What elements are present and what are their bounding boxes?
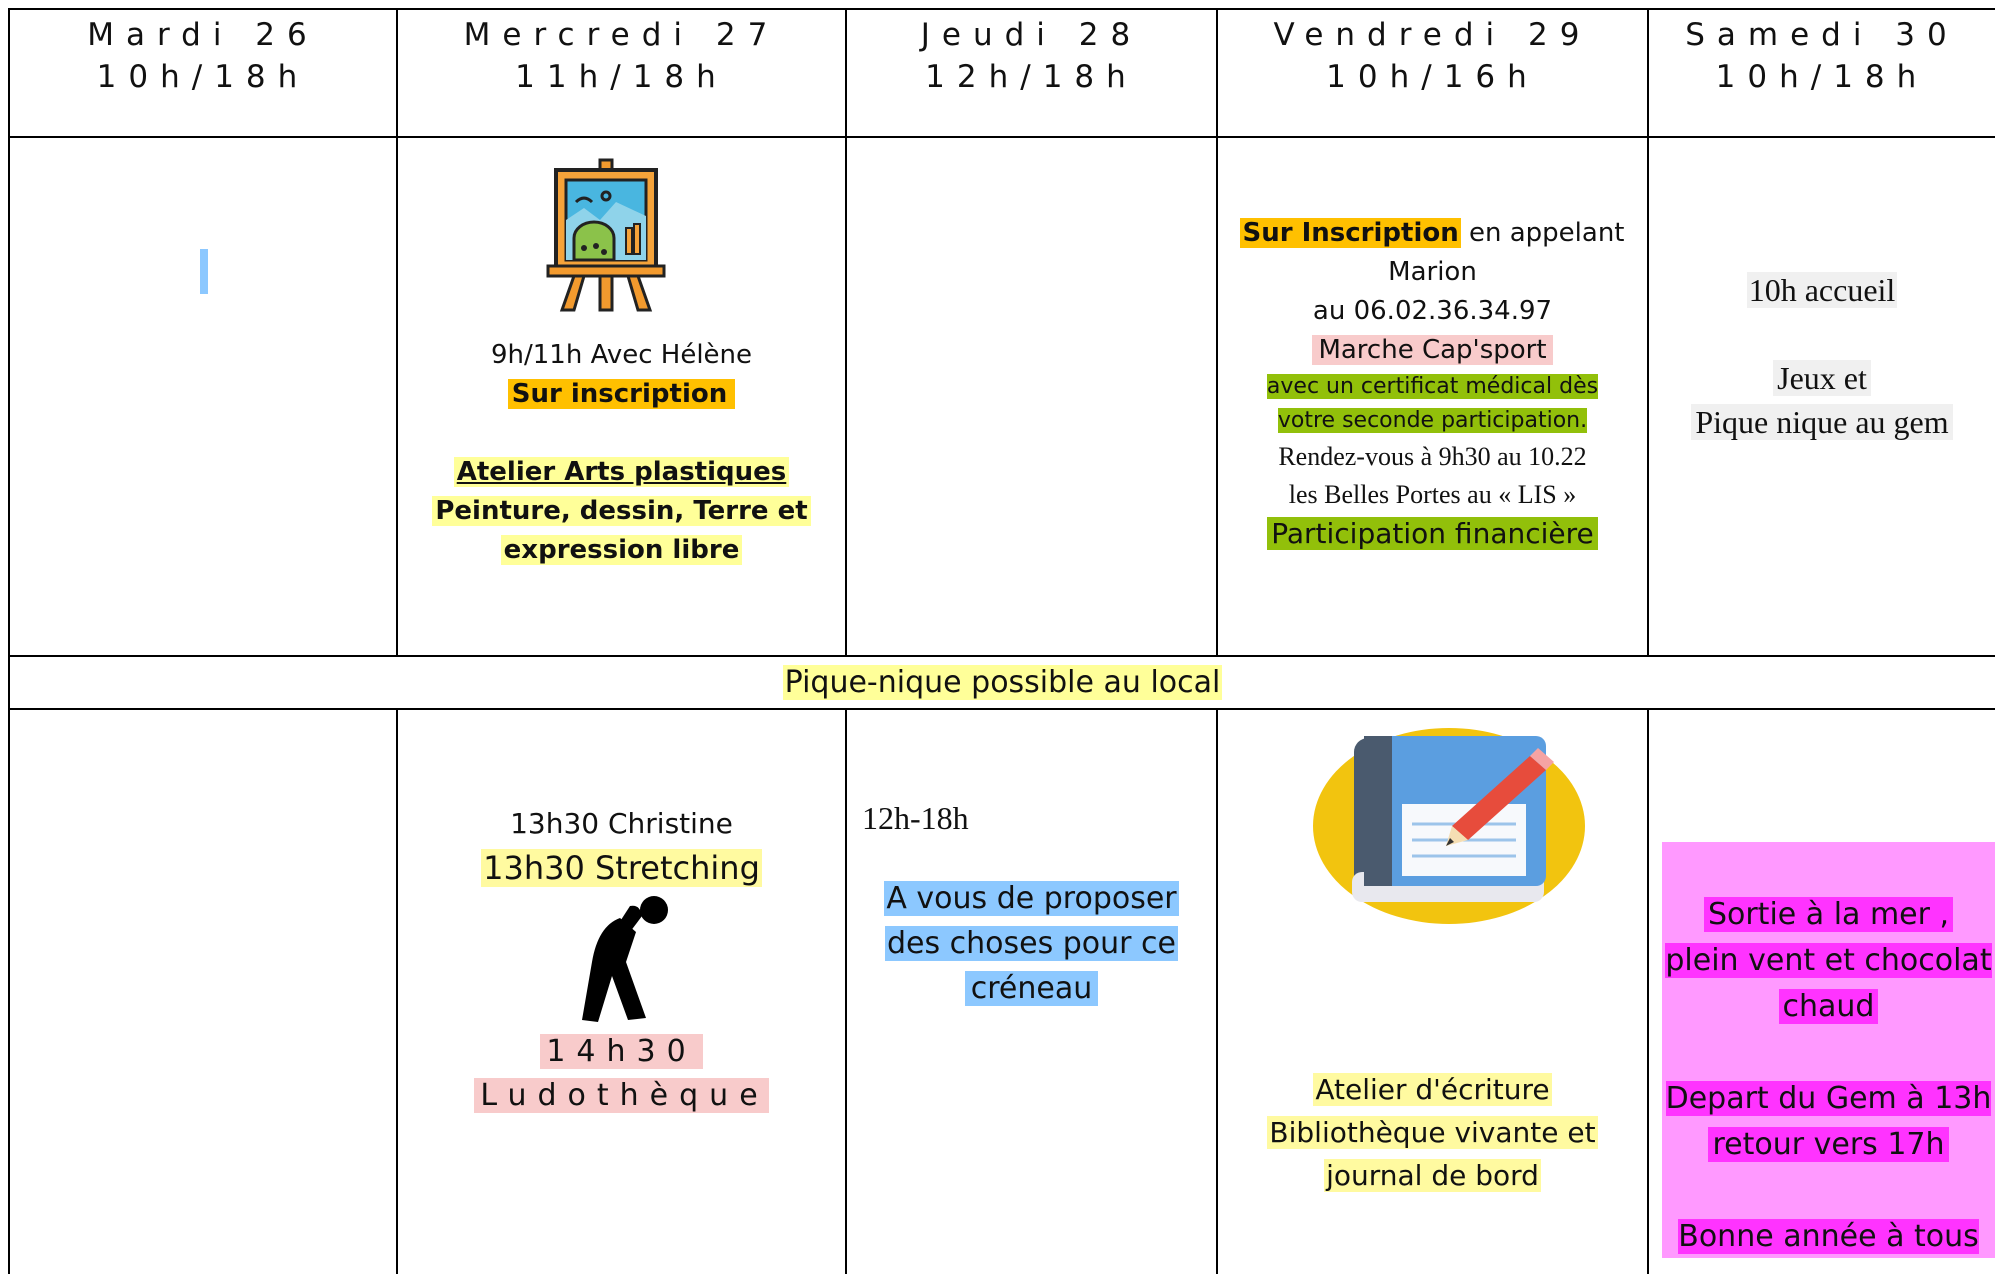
fri-participation: Participation financière <box>1267 517 1598 550</box>
fri-contact-name: Marion <box>1388 257 1477 287</box>
wed-atelier-line1: Peinture, dessin, Terre et <box>432 496 810 526</box>
thursday-hours <box>862 798 969 838</box>
header-thursday <box>847 14 1216 98</box>
header-day: Mardi 26 <box>87 17 319 53</box>
sat-games: Jeux et <box>1773 360 1871 396</box>
wed-atelier-title: Atelier Arts plastiques <box>454 457 790 487</box>
header-day: Vendredi 29 <box>1273 17 1592 53</box>
header-hours: 10h/18h <box>1715 59 1929 95</box>
grid-col-1b <box>396 708 398 1274</box>
header-saturday <box>1649 14 1995 98</box>
fri-inscription-badge: Sur Inscription <box>1242 218 1459 248</box>
grid-line-header-bottom <box>8 136 1995 138</box>
wed-instructor: 13h30 Christine <box>510 807 733 840</box>
fri-activity: Marche Cap'sport <box>1312 335 1552 365</box>
friday-morning-text <box>1218 214 1647 554</box>
header-friday <box>1218 14 1647 98</box>
sat-greeting: Bonne année à tous <box>1678 1219 1979 1254</box>
wed-stretching: 13h30 Stretching <box>483 849 760 887</box>
grid-col-2 <box>845 8 847 656</box>
thu-proposal-line1: A vous de proposer <box>886 881 1177 916</box>
grid-line-left <box>8 8 10 1274</box>
thu-proposal-line3: créneau <box>965 971 1099 1006</box>
text-cursor-marker <box>200 249 208 294</box>
fri-phone: au 06.02.36.34.97 <box>1312 296 1553 326</box>
grid-line-banner-bottom <box>8 708 1995 710</box>
fri-library: Bibliothèque vivante et <box>1269 1116 1596 1149</box>
fri-call-text: en appelant <box>1469 218 1625 248</box>
fri-meeting-line1: Rendez-vous à 9h30 au 10.22 <box>1278 442 1587 471</box>
stretching-person-icon <box>568 892 674 1024</box>
sat-outing-line3: chaud <box>1779 989 1879 1024</box>
fri-meeting-line2: les Belles Portes au « LIS » <box>1288 480 1577 509</box>
easel-painting-icon <box>544 158 668 314</box>
sat-depart-line2: retour vers 17h <box>1708 1127 1948 1162</box>
wed-inscription-badge: Sur inscription <box>508 379 735 409</box>
header-hours: 10h/18h <box>96 59 310 95</box>
header-day: Mercredi 27 <box>463 17 780 53</box>
saturday-morning-text <box>1649 268 1995 444</box>
header-hours: 10h/16h <box>1326 59 1539 95</box>
fri-journal: journal de bord <box>1326 1159 1539 1192</box>
lunch-banner-text: Pique-nique possible au local <box>784 665 1221 700</box>
thu-hours: 12h-18h <box>862 800 969 836</box>
fri-certificate-line1: avec un certificat médical dès <box>1266 374 1599 399</box>
wednesday-ludo <box>398 1030 845 1118</box>
wed-ludo-time: 14h30 <box>540 1034 702 1069</box>
header-hours: 11h/18h <box>515 59 728 95</box>
thu-proposal-line2: des choses pour ce <box>886 926 1176 961</box>
wed-atelier-line2: expression libre <box>501 535 743 565</box>
wednesday-afternoon-text <box>398 802 845 890</box>
grid-col-4b <box>1647 708 1649 1274</box>
header-hours: 12h/18h <box>925 59 1138 95</box>
saturday-afternoon-text <box>1662 892 1995 1260</box>
lunch-banner <box>10 662 1995 704</box>
grid-line-morning-bottom <box>8 655 1995 657</box>
grid-line-top <box>8 8 1995 10</box>
header-tuesday <box>10 14 396 98</box>
sat-welcome: 10h accueil <box>1748 272 1896 308</box>
sat-outing-line2: plein vent et chocolat <box>1665 943 1992 978</box>
sat-outing-line1: Sortie à la mer , <box>1704 897 1953 932</box>
sat-picnic: Pique nique au gem <box>1691 404 1952 440</box>
thursday-proposal <box>847 876 1216 1011</box>
notebook-pencil-icon <box>1312 726 1586 926</box>
wed-ludo-label: Ludothèque <box>474 1078 768 1113</box>
fri-certificate-line2: votre seconde participation. <box>1277 408 1588 433</box>
fri-atelier: Atelier d'écriture <box>1315 1073 1550 1106</box>
header-day: Samedi 30 <box>1685 17 1959 53</box>
friday-afternoon-text <box>1218 1068 1647 1197</box>
header-day: Jeudi 28 <box>920 17 1143 53</box>
sat-depart-line1: Depart du Gem à 13h <box>1665 1081 1992 1116</box>
wed-time-with: 9h/11h Avec Hélène <box>490 340 753 370</box>
header-wednesday <box>398 14 845 98</box>
wednesday-morning-text <box>398 336 845 570</box>
